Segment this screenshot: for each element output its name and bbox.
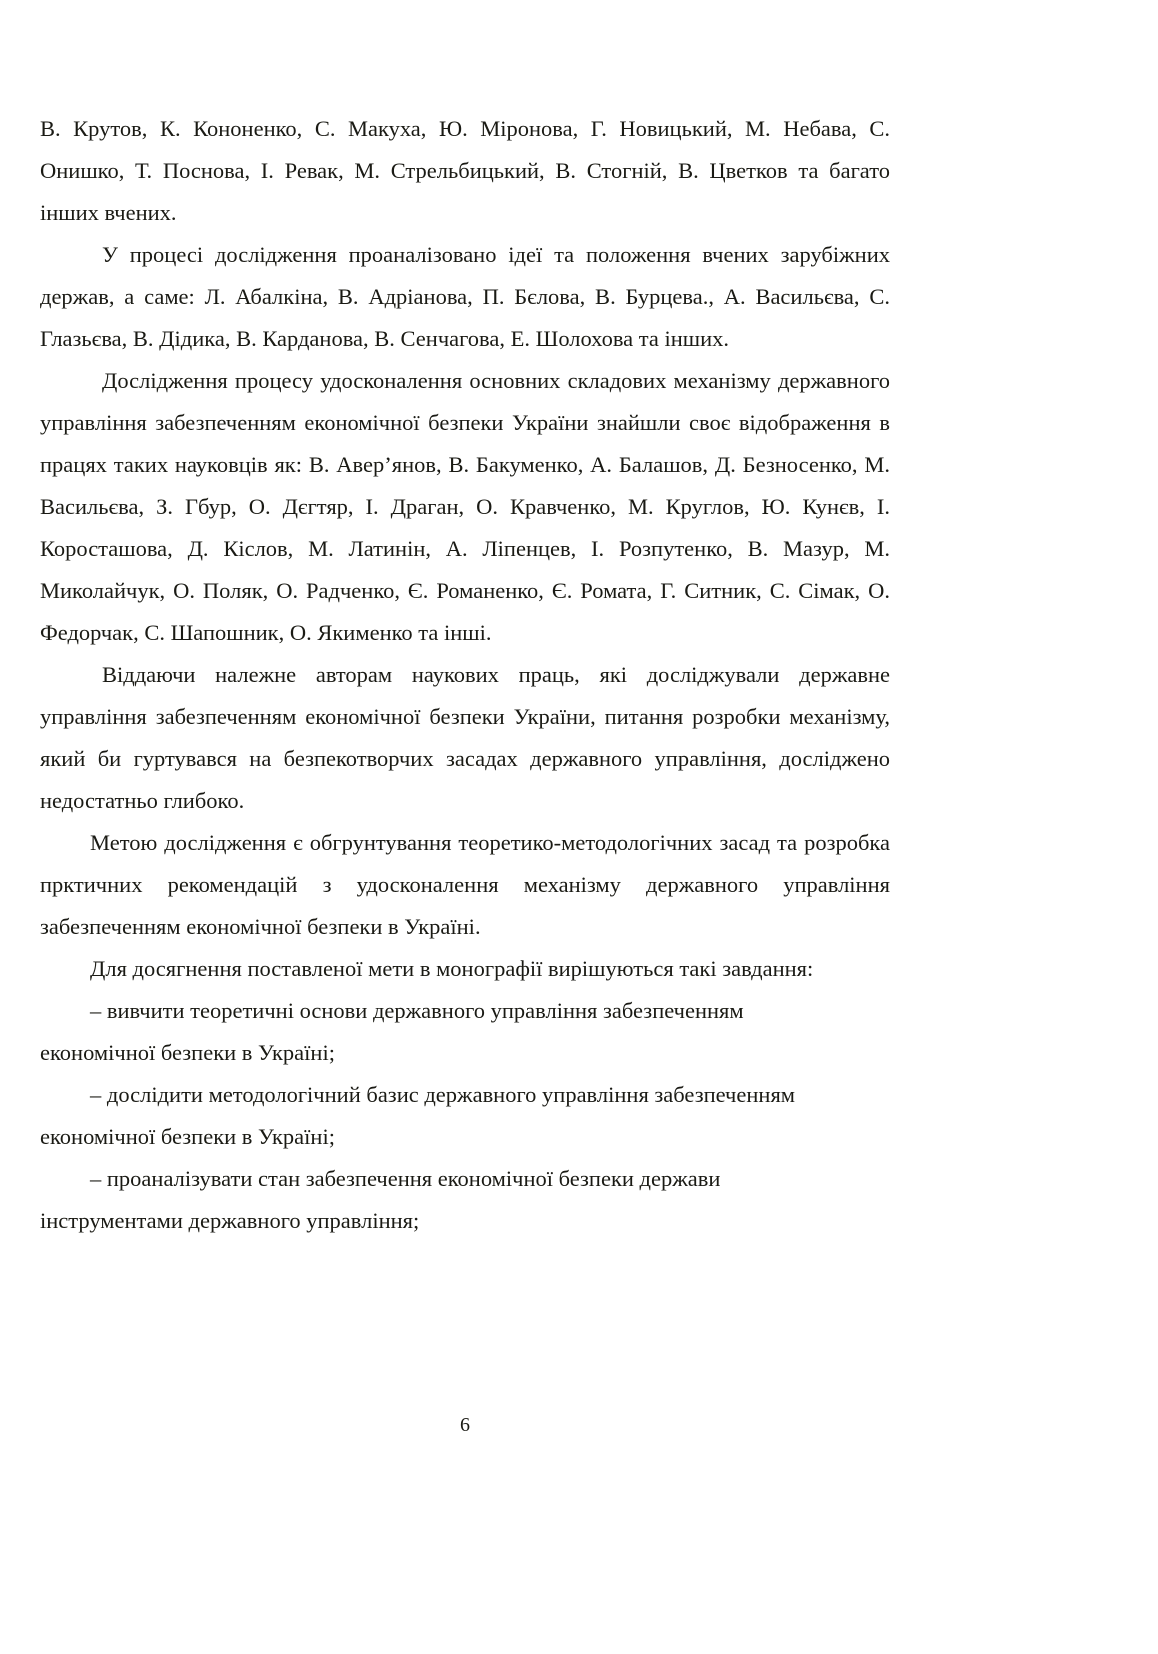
page-number: 6: [460, 1414, 470, 1436]
task-item-line: – проаналізувати стан забезпечення економічної безпеки держави: [90, 1166, 721, 1191]
paragraph-research-goal: Метою дослідження є обгрунтування теоретико-методологічних засад та розробка прктичних рекомендацій з удосконалення механізму державного управління забезпеченням економічної безпеки в Україні.: [40, 830, 890, 939]
paragraph-foreign-scholars: У процесі дослідження проаналізовано ідеї та положення вчених зарубіжних держав, а саме: Л. Абалкіна, В. Адріанова, П. Бєлова, В. Бурцева., А. Васильєва, С. Глазьєва, В. Дідика, В. Карданова, В. Сенчагова, Е. Шолохова та інших.: [40, 242, 890, 351]
task-item-line: економічної безпеки в Україні;: [40, 1040, 335, 1065]
task-item-line: – вивчити теоретичні основи державного управління забезпеченням: [90, 998, 744, 1023]
task-item: [40, 1074, 890, 1158]
task-list: [40, 990, 890, 1242]
paragraph-mechanism-research: Дослідження процесу удосконалення основних складових механізму державного управління забезпеченням економічної безпеки України знайшли своє відображення в працях таких науковців як: В. Авер’янов, В. Бакуменко, А. Балашов, Д. Безносенко, М. Васильєва, З. Гбур, О. Дєгтяр, І. Драган, О. Кравченко, М. Круглов, Ю. Кунєв, І. Коросташова, Д. Кіслов, М. Латинін, А. Ліпенцев, І. Розпутенко, В. Мазур, М. Миколайчук, О. Поляк, О. Радченко, Є. Романенко, Є. Ромата, Г. Ситник, С. Сімак, О. Федорчак, С. Шапошник, О. Якименко та інші.: [40, 368, 890, 645]
task-item-line: інструментами державного управління;: [40, 1208, 420, 1233]
paragraph-insufficient-research: Віддаючи належне авторам наукових праць, які досліджували державне управління забезпеченням економічної безпеки України, питання розробки механізму, який би гуртувався на безпекотворчих засадах державного управління, досліджено недостатньо глибоко.: [40, 662, 890, 813]
task-item: [40, 1158, 890, 1242]
task-item-line: – дослідити методологічний базис державного управління забезпеченням: [90, 1082, 796, 1107]
task-item-line: економічної безпеки в Україні;: [40, 1124, 335, 1149]
paragraph-tasks-intro: Для досягнення поставленої мети в монографії вирішуються такі завдання:: [90, 956, 814, 981]
document-page: [40, 108, 890, 1242]
task-item: [40, 990, 890, 1074]
paragraph-authors-continuation: В. Крутов, К. Кононенко, С. Макуха, Ю. Міронова, Г. Новицький, М. Небава, С. Онишко, Т. Поснова, І. Ревак, М. Стрельбицький, В. Стогній, В. Цветков та багато інших вчених.: [40, 116, 890, 225]
